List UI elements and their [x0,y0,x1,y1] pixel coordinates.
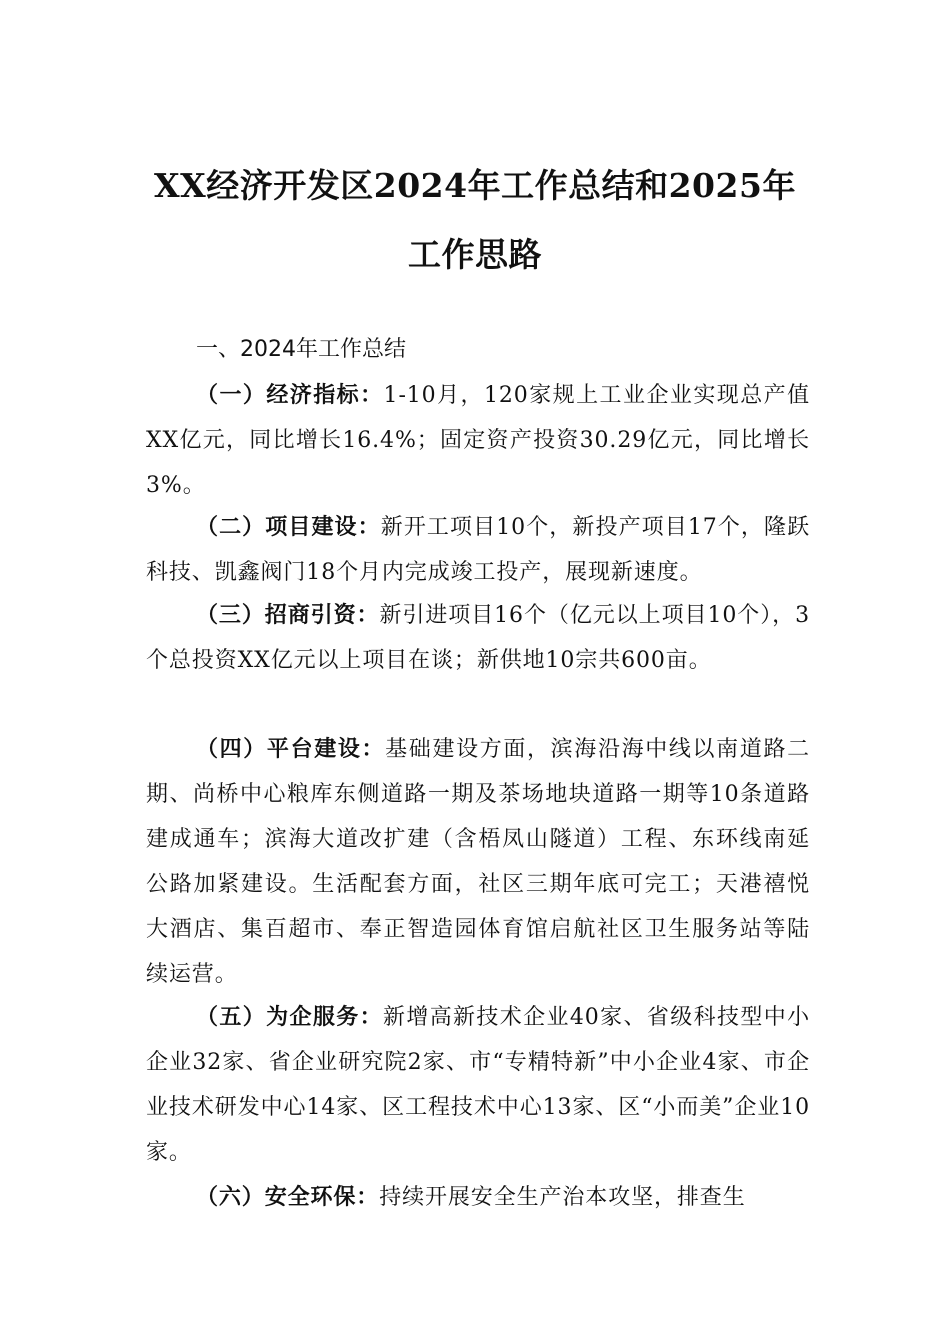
paragraph-economic-indicators [146,373,810,508]
paragraph-lead: （六）安全环保： [196,1184,380,1210]
paragraph-text: 新引进项目16个（亿元以上项目10个），3个总投资XX亿元以上项目在谈；新供地10宗共600亩。 [146,603,810,673]
paragraph-lead: （三）招商引资： [196,602,380,628]
paragraph-safety-environment [146,1175,810,1220]
paragraph-text: 1-10月，120家规上工业企业实现总产值XX亿元，同比增长16.4%；固定资产投资30.29亿元，同比增长3%。 [146,383,810,498]
paragraph-text: 基础建设方面，滨海沿海中线以南道路二期、尚桥中心粮库东侧道路一期及茶场地块道路一期等10条道路建成通车；滨海大道改扩建（含梧凤山隧道）工程、东环线南延公路加紧建设。生活配套方面，社区三期年底可完工；天港禧悦大酒店、集百超市、奉正智造园体育馆启航社区卫生服务站等陆续运营。 [146,737,811,987]
section-heading: 一、2024年工作总结 [196,337,406,362]
paragraph-text: 新开工项目10个，新投产项目17个，隆跃科技、凯鑫阀门18个月内完成竣工投产，展现新速度。 [146,515,811,585]
paragraph-platform-construction [146,727,810,997]
paragraph-text: 持续开展安全生产治本攻坚，排查生 [379,1185,746,1210]
paragraph-text: 新增高新技术企业40家、省级科技型中小企业32家、省企业研究院2家、市“专精特新”中小企业4家、市企业技术研发中心14家、区工程技术中心13家、区“小而美”企业10家。 [146,1005,810,1165]
paragraph-lead: （二）项目建设： [196,514,381,540]
document-title-line1: XX经济开发区2024年工作总结和2025年 [154,166,796,205]
paragraph-lead: （四）平台建设： [196,736,386,762]
paragraph-investment-attraction [146,593,810,683]
paragraph-project-construction [146,505,810,595]
paragraph-lead: （一）经济指标： [196,382,384,408]
paragraph-enterprise-services [146,995,810,1175]
paragraph-lead: （五）为企服务： [196,1004,383,1030]
document-title-line2: 工作思路 [408,235,542,274]
